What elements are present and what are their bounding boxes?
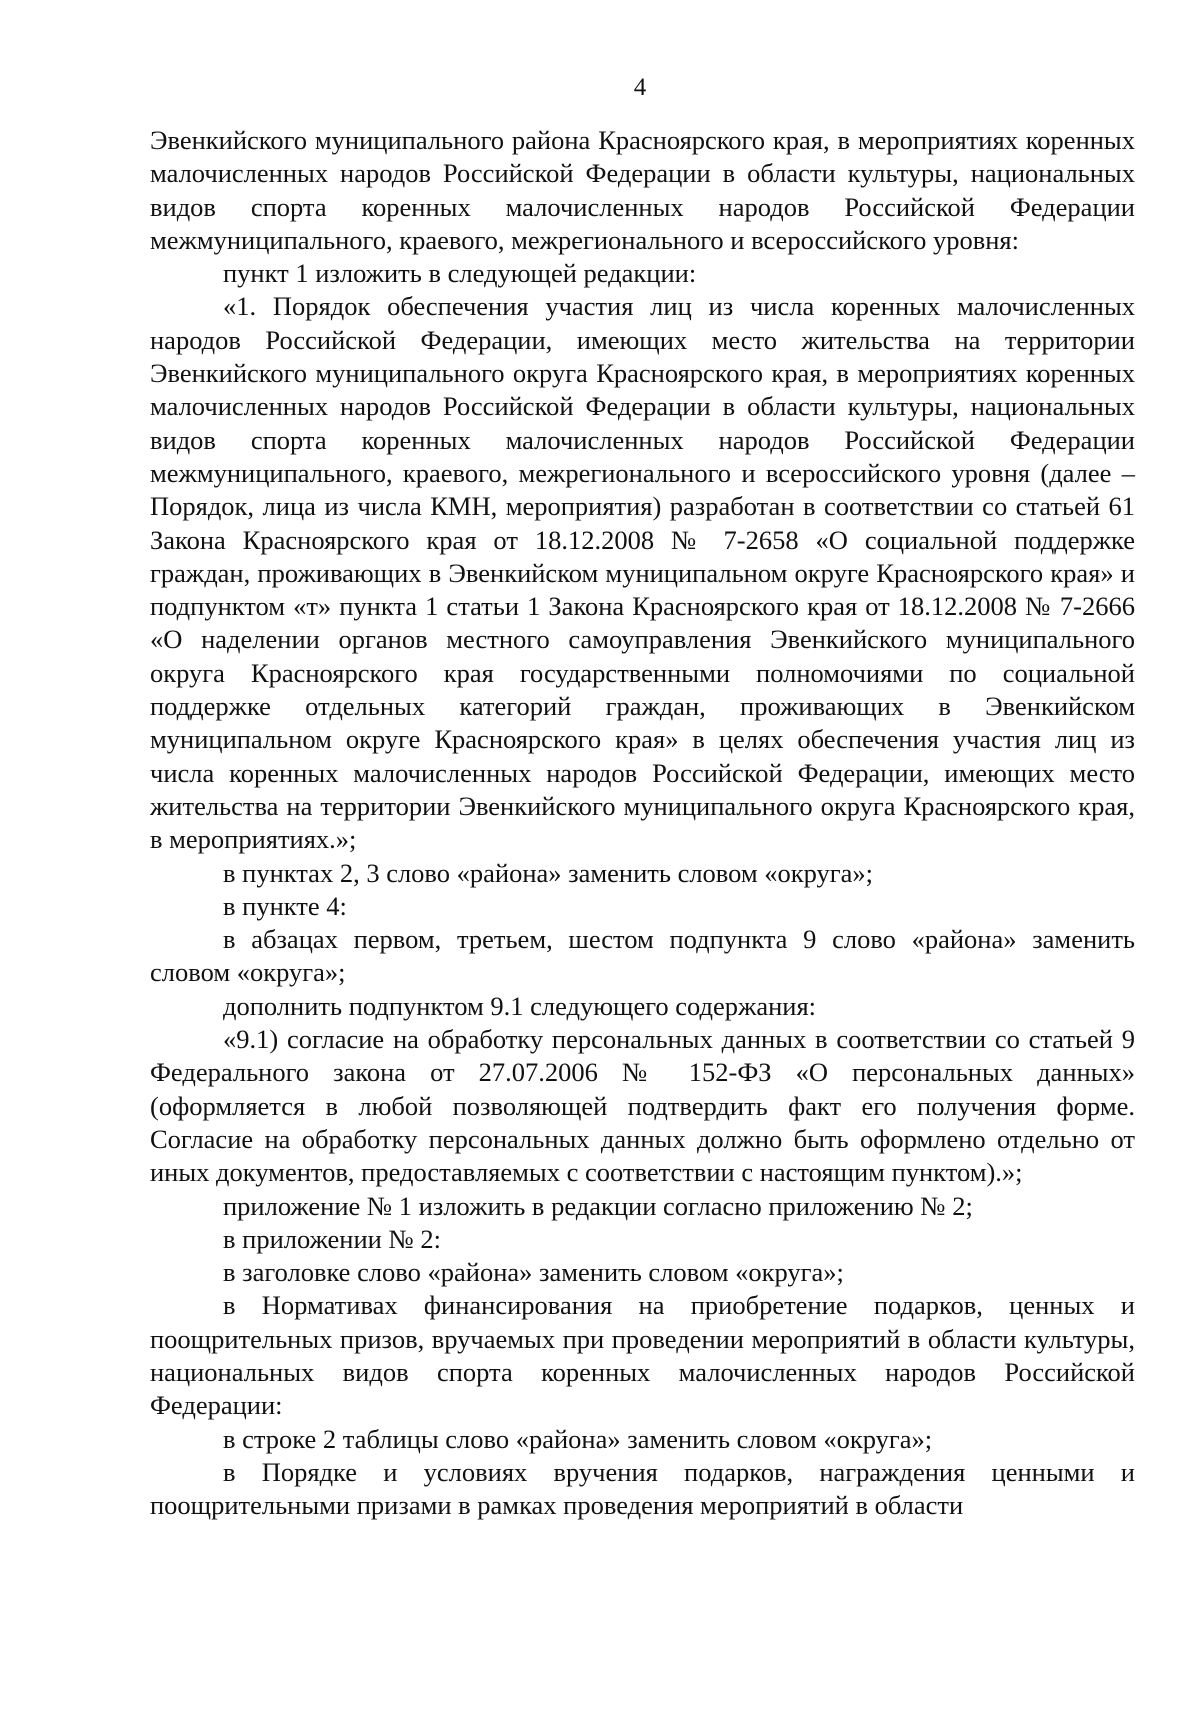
document-body [150, 124, 1135, 1522]
paragraph-13: в строке 2 таблицы слово «района» заменить словом «округа»; [223, 1423, 933, 1454]
paragraph-6: в абзацах первом, третьем, шестом подпункта 9 слово «района» заменить словом «округа»; [150, 924, 1135, 988]
paragraph-14: в Порядке и условиях вручения подарков, награждения ценными и поощрительными призами в рамках проведения мероприятий в области [150, 1456, 1135, 1521]
page-number: 4 [633, 74, 647, 101]
paragraph-10: в приложении № 2: [223, 1223, 441, 1254]
paragraph-2: пункт 1 изложить в следующей редакции: [223, 258, 697, 289]
paragraph-5: в пункте 4: [223, 890, 347, 921]
paragraph-7: дополнить подпунктом 9.1 следующего содержания: [223, 990, 817, 1021]
paragraph-4: в пунктах 2, 3 слово «района» заменить словом «округа»; [223, 857, 874, 888]
paragraph-12: в Нормативах финансирования на приобретение подарков, ценных и поощрительных призов, вручаемых при проведении мероприятий в области культуры, национальных видов спорта коренных малочисленных народов Российской Федерации: [150, 1290, 1135, 1421]
paragraph-11: в заголовке слово «района» заменить словом «округа»; [223, 1257, 844, 1288]
paragraph-1: Эвенкийского муниципального района Красноярского края, в мероприятиях коренных малочисленных народов Российской Федерации в области культуры, национальных видов спорта коренных малочисленных народов Российской Федерации межмуниципального, краевого, межрегионального и всероссийского уровня: [150, 125, 1135, 255]
paragraph-9: приложение № 1 изложить в редакции согласно приложению № 2; [223, 1190, 973, 1221]
paragraph-3: «1. Порядок обеспечения участия лиц из числа коренных малочисленных народов Российской Федерации, имеющих место жительства на территории Эвенкийского муниципального округа Красноярского края, в мероприятиях коренных малочисленных народов Российской Федерации в области культуры, национальных видов спорта коренных малочисленных народов Российской Федерации межмуниципального, краевого, межрегионального и всероссийского уровня (далее – Порядок, лица из числа КМН, мероприятия) разработан в соответствии со статьей 61 Закона Красноярского края от 18.12.2008 № 7-2658 «О социальной поддержке граждан, проживающих в Эвенкийском муниципальном округе Красноярского края» и подпунктом «т» пункта 1 статьи 1 Закона Красноярского края от 18.12.2008 № 7-2666 «О наделении органов местного самоуправления Эвенкийского муниципального округа Красноярского края государственными полномочиями по социальной поддержке отдельных категорий граждан, проживающих в Эвенкийском муниципальном округе Красноярского края» в целях обеспечения участия лиц из числа коренных малочисленных народов Российской Федерации, имеющих место жительства на территории Эвенкийского муниципального округа Красноярского края, в мероприятиях.»; [150, 291, 1135, 855]
paragraph-8: «9.1) согласие на обработку персональных данных в соответствии со статьей 9 Федерального закона от 27.07.2006 № 152-ФЗ «О персональных данных» (оформляется в любой позволяющей подтвердить факт его получения форме. Согласие на обработку персональных данных должно быть оформлено отдельно от иных документов, предоставляемых с соответствии с настоящим пунктом).»; [150, 1024, 1135, 1188]
